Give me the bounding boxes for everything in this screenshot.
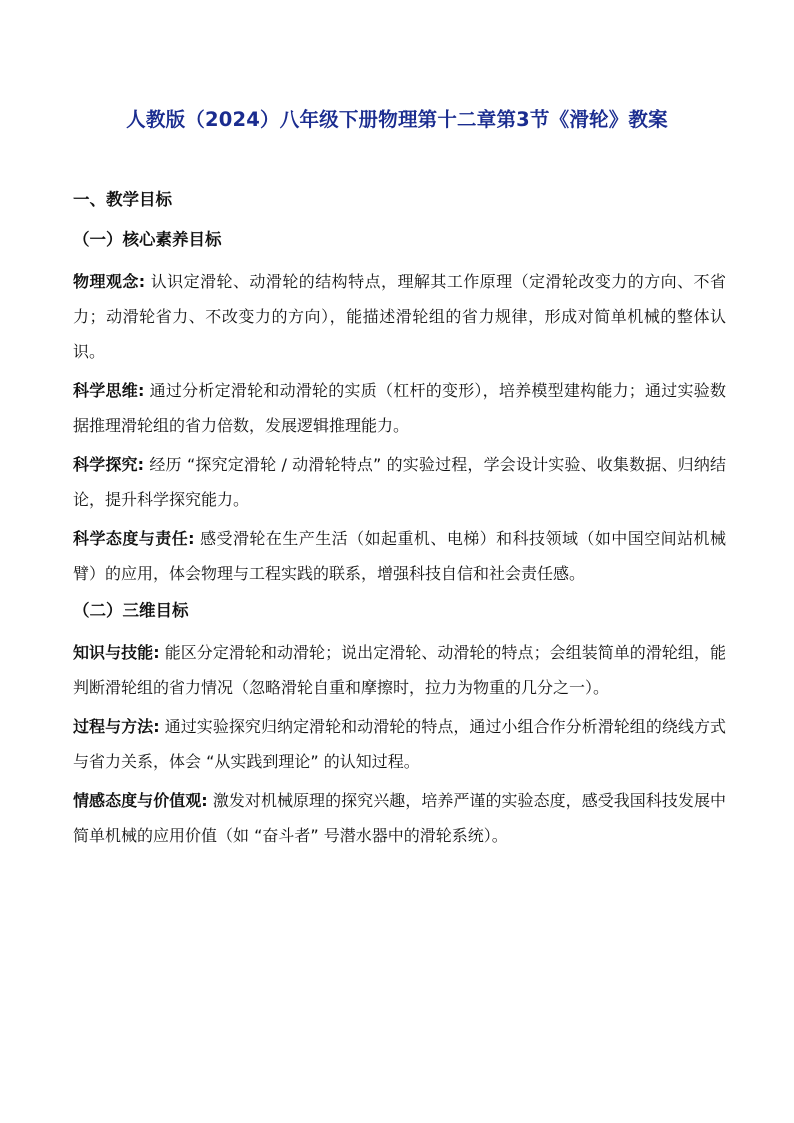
paragraph-text: 经历 “探究定滑轮 / 动滑轮特点” 的实验过程，学会设计实验、收集数据、归纳结论，提升科学探究能力。	[73, 455, 726, 509]
paragraph-label: 物理观念:	[73, 272, 146, 291]
paragraph-physics-concept	[73, 264, 726, 369]
paragraph-text: 通过分析定滑轮和动滑轮的实质（杠杆的变形），培养模型建构能力；通过实验数据推理滑轮组的省力倍数，发展逻辑推理能力。	[73, 381, 726, 435]
paragraph-knowledge-skills	[73, 635, 726, 705]
paragraph-label: 过程与方法:	[73, 717, 160, 736]
paragraph-emotion-values	[73, 783, 726, 853]
paragraph-text: 感受滑轮在生产生活（如起重机、电梯）和科技领域（如中国空间站机械臂）的应用，体会物理与工程实践的联系，增强科技自信和社会责任感。	[73, 529, 726, 583]
subsection-heading-core-literacy: （一）核心素养目标	[73, 230, 222, 249]
paragraph-text: 认识定滑轮、动滑轮的结构特点，理解其工作原理（定滑轮改变力的方向、不省力；动滑轮省力、不改变力的方向），能描述滑轮组的省力规律，形成对简单机械的整体认识。	[73, 272, 726, 361]
paragraph-text: 激发对机械原理的探究兴趣，培养严谨的实验态度，感受我国科技发展中简单机械的应用价值（如 “奋斗者” 号潜水器中的滑轮系统）。	[73, 791, 726, 845]
paragraph-label: 知识与技能:	[73, 643, 160, 662]
document-title: 人教版（2024）八年级下册物理第十二章第3节《滑轮》教案	[126, 108, 668, 131]
paragraph-label: 科学思维:	[73, 381, 145, 400]
paragraph-label: 科学态度与责任:	[73, 529, 195, 548]
paragraph-label: 科学探究:	[73, 455, 145, 474]
paragraph-scientific-thinking	[73, 373, 726, 443]
document-body	[73, 184, 726, 857]
paragraph-label: 情感态度与价值观:	[73, 791, 208, 810]
paragraph-process-methods	[73, 709, 726, 779]
paragraph-text: 通过实验探究归纳定滑轮和动滑轮的特点，通过小组合作分析滑轮组的绕线方式与省力关系，体会 “从实践到理论” 的认知过程。	[73, 717, 726, 771]
section-heading-teaching-goals: 一、教学目标	[73, 190, 172, 209]
paragraph-scientific-inquiry	[73, 447, 726, 517]
paragraph-text: 能区分定滑轮和动滑轮；说出定滑轮、动滑轮的特点；会组装简单的滑轮组，能判断滑轮组的省力情况（忽略滑轮自重和摩擦时，拉力为物重的几分之一）。	[73, 643, 726, 697]
paragraph-scientific-attitude	[73, 521, 726, 591]
subsection-heading-three-dimensional-goals: （二）三维目标	[73, 601, 189, 620]
